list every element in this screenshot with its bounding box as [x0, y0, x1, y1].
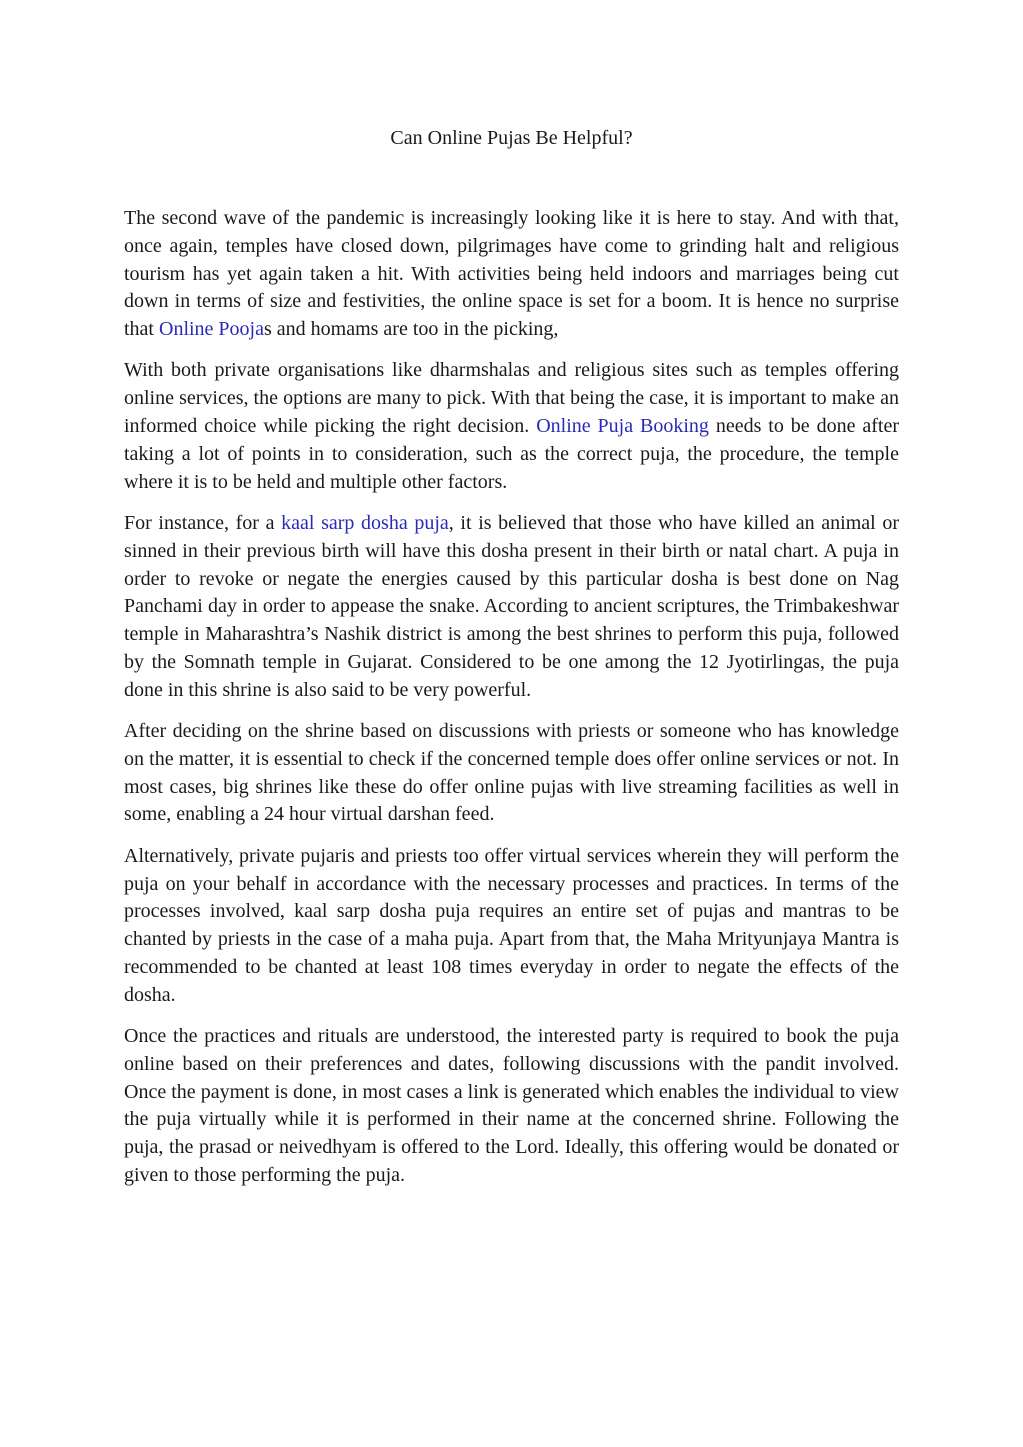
paragraph-1-text-b: s and homams are too in the picking,	[264, 318, 559, 341]
document-body	[124, 205, 899, 1203]
kaal-sarp-dosha-puja-link[interactable]: kaal sarp dosha puja	[281, 511, 449, 534]
paragraph-3-text-a: For instance, for a	[124, 511, 282, 534]
paragraph-2-text-b: needs to be done after taking a lot of points in to consideration, such as the correct puja, the procedure, the temple where it is to be held and multiple other factors.	[124, 415, 900, 493]
paragraph-3	[124, 510, 899, 705]
paragraph-5: Alternatively, private pujaris and priests too offer virtual services wherein they will perform the puja on your behalf in accordance with the necessary processes and practices. In terms of the processes involved, kaal sarp dosha puja requires an entire set of pujas and mantras to be chanted by priests in the case of a maha puja. Apart from that, the Maha Mrityunjaya Mantra is recommended to be chanted at least 108 times everyday in order to negate the effects of the dosha.	[124, 844, 899, 1006]
paragraph-4: After deciding on the shrine based on discussions with priests or someone who has knowledge on the matter, it is essential to check if the concerned temple does offer online services or not. In most cases, big shrines like these do offer online pujas with live streaming facilities as well in some, enabling a 24 hour virtual darshan feed.	[124, 720, 899, 826]
online-pooja-link[interactable]: Online Pooja	[159, 318, 264, 341]
paragraph-2	[124, 357, 899, 496]
paragraph-1-text-a: The second wave of the pandemic is increasingly looking like it is here to stay. And with that, once again, temples have closed down, pilgrimages have come to grinding halt and religious tourism has yet again taken a hit. With activities being held indoors and marriages being cut down in terms of size and festivities, the online space is set for a boom. It is hence no surprise that	[124, 207, 899, 341]
online-puja-booking-link[interactable]: Online Puja Booking	[536, 415, 709, 438]
paragraph-3-text-b: , it is believed that those who have killed an animal or sinned in their previous birth will have this dosha present in their birth or natal chart. A puja in order to revoke or negate the energies caused by this particular dosha is best done on Nag Panchami day in order to appease the snake. According to ancient scriptures, the Trimbakeshwar temple in Maharashtra’s Nashik district is among the best shrines to perform this puja, followed by the Somnath temple in Gujarat. Considered to be one among the 12 Jyotirlingas, the puja done in this shrine is also said to be very powerful.	[124, 511, 900, 701]
paragraph-1	[124, 205, 899, 344]
paragraph-2-text-a: With both private organisations like dharmshalas and religious sites such as temples offering online services, the options are many to pick. With that being the case, it is important to make an informed choice while picking the right decision.	[124, 359, 899, 438]
document-title: Can Online Pujas Be Helpful?	[390, 127, 633, 149]
paragraph-6: Once the practices and rituals are understood, the interested party is required to book the puja online based on their preferences and dates, following discussions with the pandit involved. Once the payment is done, in most cases a link is generated which enables the individual to view the puja virtually while it is performed in their name at the concerned shrine. Following the puja, the prasad or neivedhyam is offered to the Lord. Ideally, this offering would be donated or given to those performing the puja.	[124, 1025, 899, 1186]
